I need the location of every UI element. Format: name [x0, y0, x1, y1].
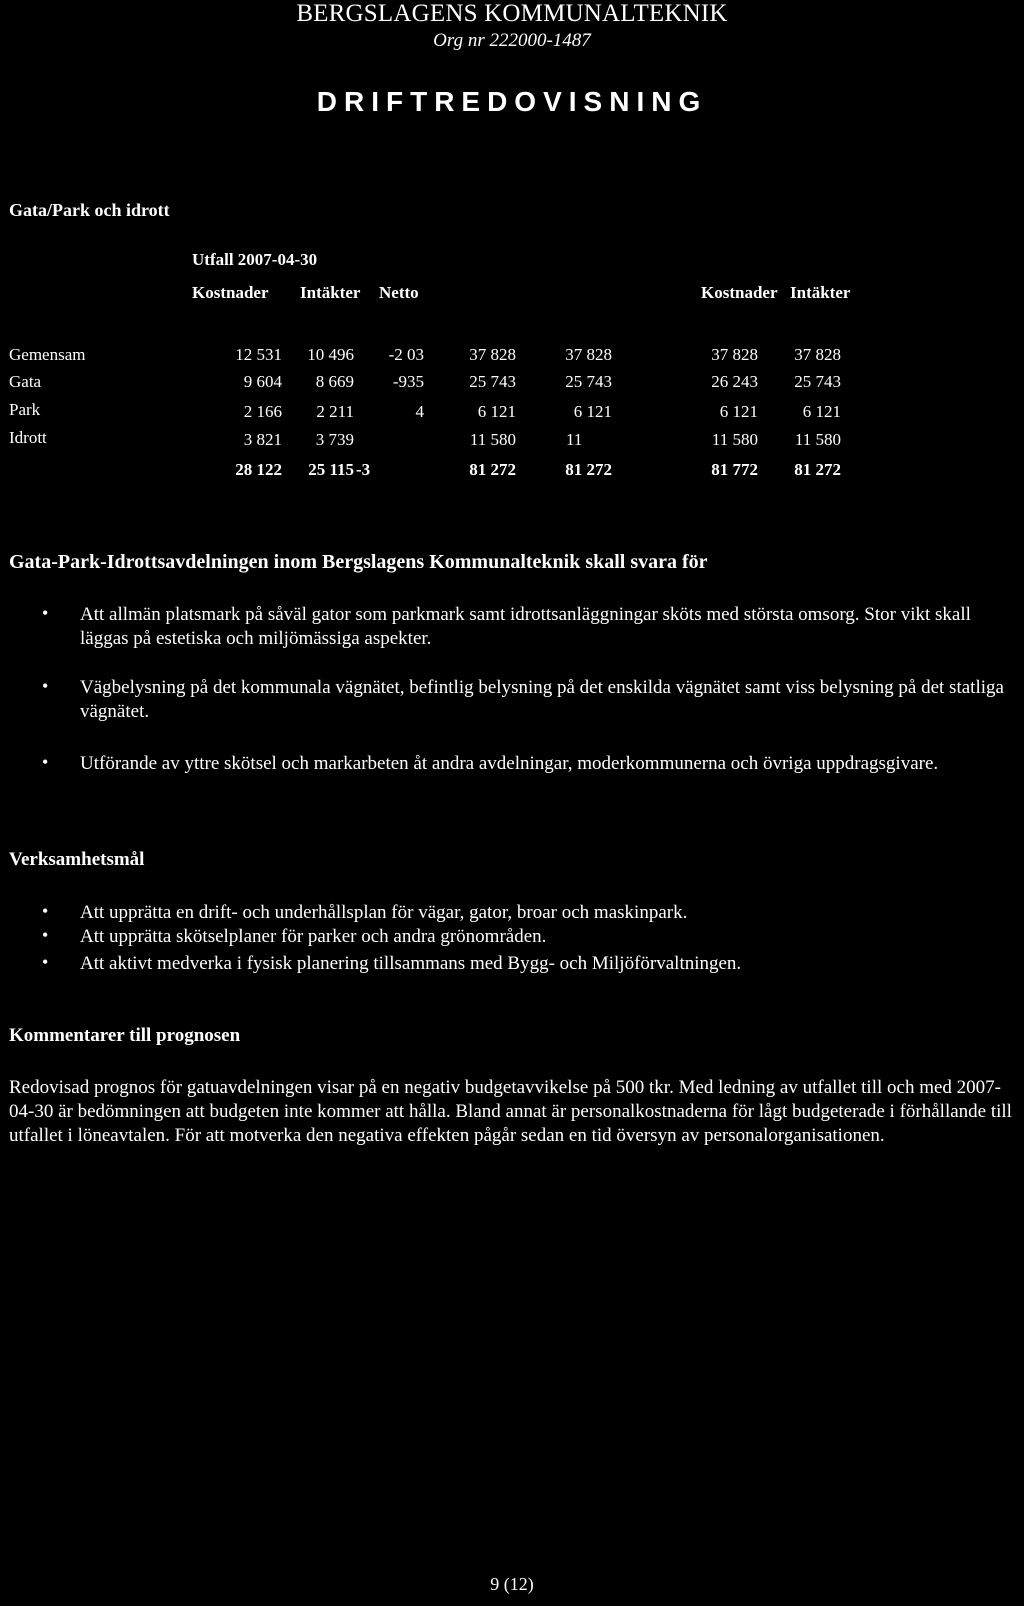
responsibility-item: Att allmän platsmark på såväl gator som parkmark samt idrottsanläggningar sköts med största omsorg. Stor vikt skall läggas på estetiska och miljömässiga aspekter. — [80, 604, 971, 649]
table-cell: 3 821 — [243, 430, 282, 449]
goal-item: Att aktivt medverka i fysisk planering tillsammans med Bygg- och Miljöförvaltningen. — [80, 953, 742, 974]
bullet-dot: • — [42, 676, 49, 696]
table-total-cell: -3 — [356, 460, 371, 479]
row-label-idrott: Idrott — [9, 428, 47, 447]
table-cell: 11 580 — [711, 430, 758, 449]
table-cell: 37 828 — [794, 345, 841, 364]
table-cell: 3 739 — [315, 430, 354, 449]
section-title: Gata/Park och idrott — [9, 200, 170, 220]
table-total-cell: 81 272 — [565, 460, 612, 479]
table-cell: 11 580 — [469, 430, 516, 449]
table-total-cell: 81 272 — [469, 460, 516, 479]
document-title: DRIFTREDOVISNING — [316, 86, 708, 117]
table-cell: -935 — [392, 372, 424, 391]
table-cell: 8 669 — [315, 372, 354, 391]
table-cell: 6 121 — [802, 402, 841, 421]
col-header-kostnader-3: Kostnader — [701, 283, 778, 302]
table-cell: 26 243 — [711, 372, 758, 391]
comments-text: Redovisad prognos för gatuavdelningen visar på en negativ budgetavvikelse på 500 tkr. Med ledning av utfallet till och med 2007-04-30 är bedömningen att budgeten inte kommer att hålla. Bland annat är personalkostnaderna för lågt budgeterade i förhållande till utfallet i löneavtalen. För att motverka den negativa effekten pågår sedan en tid översyn av personalorganisationen. — [9, 1077, 1012, 1146]
table-total-cell: 81 272 — [794, 460, 841, 479]
table-cell: 25 743 — [565, 372, 612, 391]
bullet-dot: • — [42, 952, 49, 972]
table-cell: 37 828 — [565, 345, 612, 364]
row-label-park: Park — [9, 400, 41, 419]
table-cell: 11 — [566, 430, 583, 449]
col-header-intakter-3: Intäkter — [790, 283, 851, 302]
table-cell: 2 166 — [243, 402, 282, 421]
table-cell: 12 531 — [235, 345, 282, 364]
bullet-dot: • — [42, 752, 49, 772]
table-cell: 2 211 — [316, 402, 354, 421]
bullet-dot: • — [42, 603, 49, 623]
table-group1-title: Utfall 2007-04-30 — [192, 250, 318, 269]
table-cell: 25 743 — [794, 372, 841, 391]
table-cell: 37 828 — [711, 345, 758, 364]
table-cell: -2 03 — [388, 345, 424, 364]
table-cell: 11 580 — [794, 430, 841, 449]
table-cell: 6 121 — [477, 402, 516, 421]
table-cell: 25 743 — [469, 372, 516, 391]
table-cell: 37 828 — [469, 345, 516, 364]
table-cell: 6 121 — [573, 402, 612, 421]
table-total-cell: 25 115 — [308, 460, 354, 479]
table-cell: 9 604 — [243, 372, 282, 391]
goal-item: Att upprätta en drift- och underhållsplan för vägar, gator, broar och maskinpark. — [80, 902, 688, 923]
table-cell: 10 496 — [307, 345, 354, 364]
bullet-dot: • — [42, 901, 49, 921]
goals-title: Verksamhetsmål — [9, 849, 145, 870]
table-total-cell: 81 772 — [711, 460, 758, 479]
organization-name: BERGSLAGENS KOMMUNALTEKNIK — [296, 0, 728, 27]
goal-item: Att upprätta skötselplaner för parker och andra grönområden. — [80, 926, 547, 947]
table-cell: 6 121 — [719, 402, 758, 421]
col-header-netto-1: Netto — [379, 283, 419, 302]
col-header-kostnader-1: Kostnader — [192, 283, 269, 302]
row-label-gata: Gata — [9, 372, 42, 391]
row-label-gemensam: Gemensam — [9, 345, 86, 364]
bullet-dot: • — [42, 925, 49, 945]
responsibility-item: Utförande av yttre skötsel och markarbeten åt andra avdelningar, moderkommunerna och övriga uppdragsgivare. — [80, 753, 939, 774]
comments-title: Kommentarer till prognosen — [9, 1025, 241, 1046]
col-header-intakter-1: Intäkter — [300, 283, 361, 302]
responsibilities-title: Gata-Park-Idrottsavdelningen inom Bergslagens Kommunalteknik skall svara för — [9, 551, 708, 573]
organization-number: Org nr 222000-1487 — [433, 30, 591, 51]
table-total-cell: 28 122 — [235, 460, 282, 479]
responsibility-item: Vägbelysning på det kommunala vägnätet, befintlig belysning på det enskilda vägnätet samt viss belysning på det statliga vägnätet. — [80, 677, 1004, 722]
page-number: 9 (12) — [490, 1574, 534, 1594]
table-cell: 4 — [415, 402, 424, 421]
